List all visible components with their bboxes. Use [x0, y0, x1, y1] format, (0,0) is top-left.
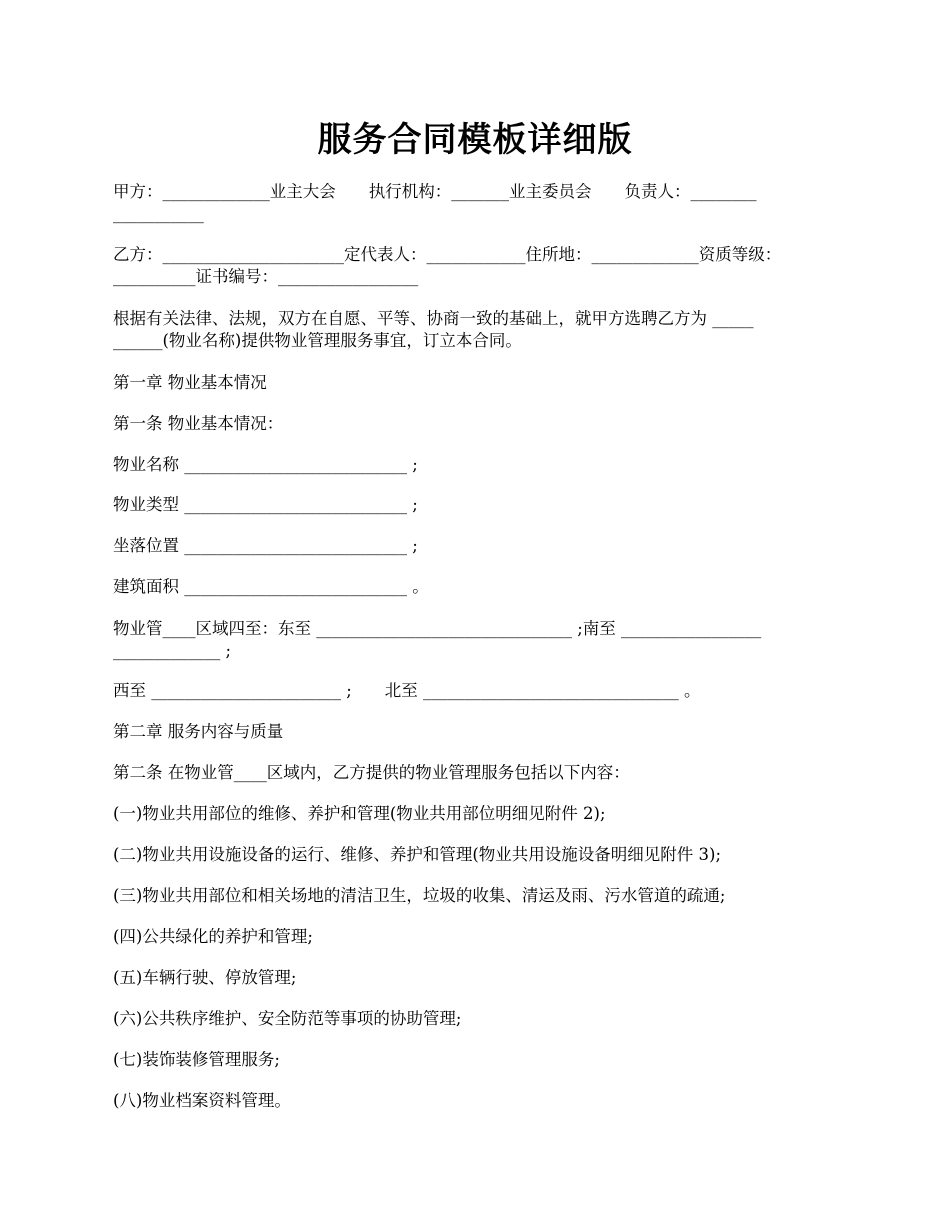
list-item: (二)物业共用设施设备的运行、维修、养护和管理(物业共用设施设备明细见附件 3); [113, 845, 722, 864]
party-b-line: 乙方：______________________定代表人：____________住所地：_____________资质等级： [113, 245, 782, 264]
article-heading: 第二条 在物业管____区域内，乙方提供的物业管理服务包括以下内容： [113, 763, 630, 782]
party-b-line-cont: __________证书编号：_________________ [113, 267, 419, 286]
list-item: (三)物业共用部位和相关场地的清洁卫生，垃圾的收集、清运及雨、污水管道的疏通; [113, 886, 726, 905]
boundary-west-north-line: 西至 _______________________ ; 北至 _______________________________ 。 [113, 681, 701, 700]
list-item: (一)物业共用部位的维修、养护和管理(物业共用部位明细见附件 2); [113, 804, 606, 823]
list-item: (四)公共绿化的养护和管理; [113, 927, 313, 946]
property-area-field: 建筑面积 ___________________________ 。 [113, 577, 429, 596]
party-a-line: 甲方：_____________业主大会 执行机构：_______业主委员会 负责人：________ [113, 182, 757, 201]
document-title: 服务合同模板详细版 [317, 120, 633, 160]
list-item: (五)车辆行驶、停放管理; [113, 968, 297, 987]
boundary-line-cont: _____________ ; [113, 641, 232, 660]
preamble-line-cont: ______(物业名称)提供物业管理服务事宜，订立本合同。 [113, 331, 522, 350]
list-item: (八)物业档案资料管理。 [113, 1091, 291, 1110]
boundary-line: 物业管____区域四至：东至 _______________________________ ;南至 _________________ [113, 619, 762, 638]
list-item: (七)装饰装修管理服务; [113, 1050, 280, 1069]
preamble-line: 根据有关法律、法规，双方在自愿、平等、协商一致的基础上，就甲方选聘乙方为 _____ [113, 309, 754, 328]
property-location-field: 坐落位置 ___________________________ ; [113, 536, 418, 555]
chapter-heading: 第一章 物业基本情况 [113, 373, 267, 392]
article-heading: 第一条 物业基本情况： [113, 414, 284, 433]
chapter-heading: 第二章 服务内容与质量 [113, 722, 284, 741]
list-item: (六)公共秩序维护、安全防范等事项的协助管理; [113, 1009, 462, 1028]
property-type-field: 物业类型 ___________________________ ; [113, 495, 418, 514]
party-a-line-cont: ___________ [113, 204, 204, 223]
property-name-field: 物业名称 ___________________________ ; [113, 455, 418, 474]
